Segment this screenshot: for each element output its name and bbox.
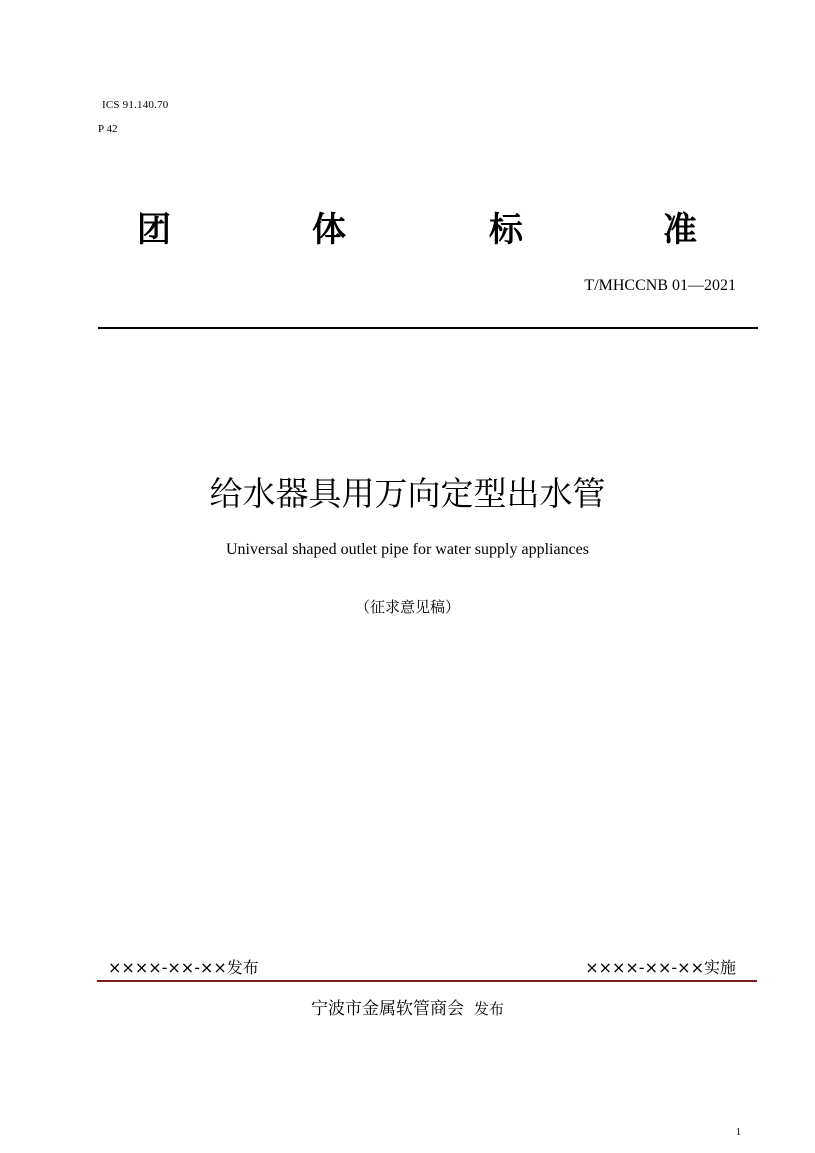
document-title-english: Universal shaped outlet pipe for water supply appliances xyxy=(226,541,589,558)
publisher-action: 发布 xyxy=(473,1000,504,1018)
publisher-line xyxy=(0,994,815,1019)
publish-date: ××××-××-××发布 xyxy=(108,958,259,977)
standard-type-char-2: 体 xyxy=(312,210,346,250)
page-number: 1 xyxy=(736,1127,741,1138)
document-title-chinese: 给水器具用万向定型出水管 xyxy=(209,474,606,513)
header-divider xyxy=(98,327,758,329)
standard-type-char-4: 准 xyxy=(663,210,697,250)
draft-label: （征求意见稿） xyxy=(354,598,460,616)
standard-type-char-3: 标 xyxy=(489,210,523,250)
standard-type-char-1: 团 xyxy=(137,210,171,250)
ics-code: ICS 91.140.70 xyxy=(102,99,169,111)
standard-number: T/MHCCNB 01—2021 xyxy=(584,277,736,294)
publisher-name: 宁波市金属软管商会 xyxy=(310,999,464,1019)
implement-date: ××××-××-××实施 xyxy=(585,958,736,977)
footer-divider xyxy=(97,980,757,982)
ccs-code: P 42 xyxy=(98,123,118,135)
